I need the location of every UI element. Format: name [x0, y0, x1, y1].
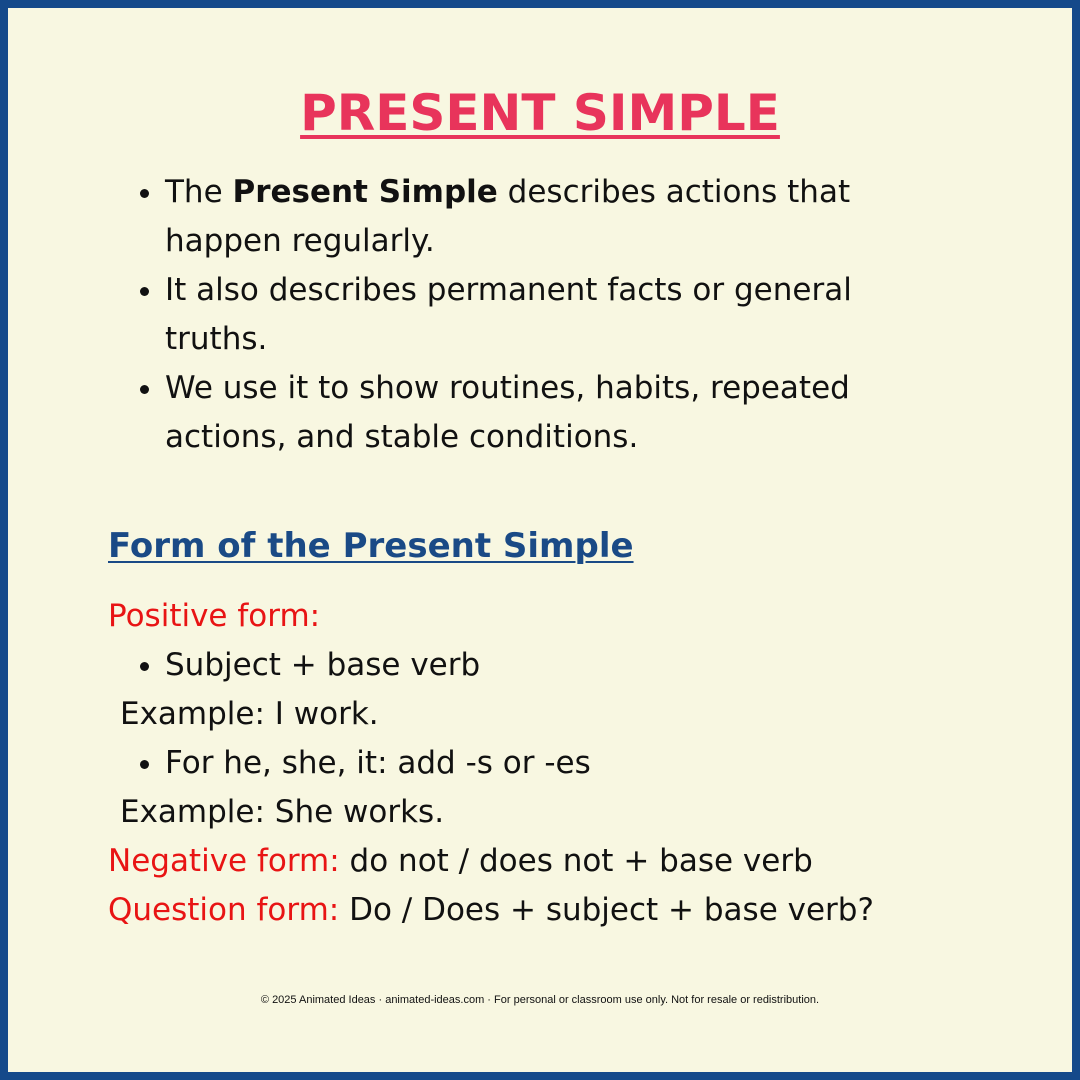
intro-item-2-text: It also describes permanent facts or general truths. — [165, 272, 852, 357]
intro-bullet-list — [165, 168, 915, 462]
bullet-icon — [140, 760, 149, 769]
page-title: PRESENT SIMPLE — [300, 84, 780, 142]
positive-form-label: Positive form: — [108, 598, 321, 634]
question-form-line — [108, 886, 1008, 935]
form-section-body — [108, 592, 1008, 935]
positive-rule-1 — [108, 641, 1008, 690]
intro-item-2 — [165, 266, 915, 364]
negative-form-text: do not / does not + base verb — [339, 843, 813, 879]
intro-item-1-text-end: describes actions that happen regularly. — [165, 174, 851, 259]
positive-example-2: Example: She works. — [120, 794, 445, 830]
intro-item-1-bold-term: Present Simple — [232, 174, 498, 210]
question-form-text: Do / Does + subject + base verb? — [339, 892, 874, 928]
intro-item-3-text: We use it to show routines, habits, repeated actions, and stable conditions. — [165, 370, 850, 455]
intro-item-3 — [165, 364, 915, 462]
bullet-icon — [140, 287, 149, 296]
positive-example-1: Example: I work. — [120, 696, 379, 732]
question-form-label: Question form: — [108, 892, 340, 928]
positive-rule-2 — [108, 739, 1008, 788]
negative-form-label: Negative form: — [108, 843, 340, 879]
bullet-icon — [140, 189, 149, 198]
copyright-footer: © 2025 Animated Ideas · animated-ideas.com · For personal or classroom use only. Not for resale or redistribution. — [260, 994, 820, 1006]
positive-rule-2-text: For he, she, it: add -s or -es — [165, 745, 591, 781]
negative-form-line — [108, 837, 1008, 886]
form-section-heading: Form of the Present Simple — [108, 526, 634, 566]
intro-item-1-text-start: The — [165, 174, 233, 210]
intro-item-1 — [165, 168, 915, 266]
bullet-icon — [140, 385, 149, 394]
bullet-icon — [140, 662, 149, 671]
positive-rule-1-text: Subject + base verb — [165, 647, 481, 683]
